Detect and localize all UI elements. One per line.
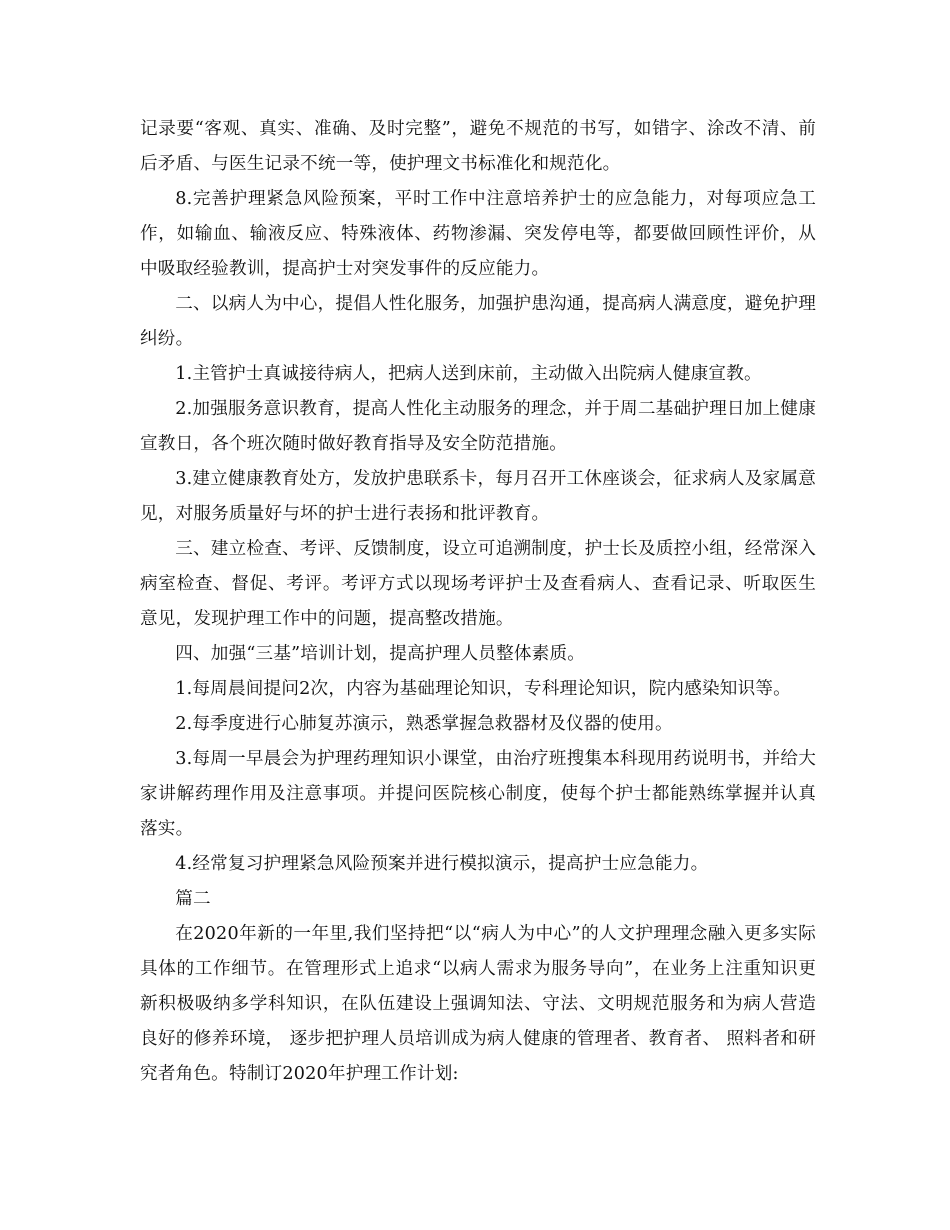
paragraph-section-4-item-3: 3.每周一早晨会为护理药理知识小课堂，由治疗班搜集本科现用药说明书，并给大家讲解药理作用及注意事项。并提问医院核心制度，使每个护士都能熟练掌握并认真落实。 xyxy=(140,749,816,839)
paragraph-part-2-heading: 篇二 xyxy=(175,889,211,909)
paragraph-section-4-heading: 四、加强“三基”培训计划，提高护理人员整体素质。 xyxy=(175,644,586,664)
paragraph-section-4-item-2: 2.每季度进行心肺复苏演示，熟悉掌握急救器材及仪器的使用。 xyxy=(175,714,673,734)
paragraph-section-2-item-3: 3.建立健康教育处方，发放护患联系卡，每月召开工休座谈会，征求病人及家属意见，对服务质量好与坏的护士进行表扬和批评教育。 xyxy=(140,469,816,524)
paragraph-section-2-item-1: 1.主管护士真诚接待病人，把病人送到床前，主动做入出院病人健康宣教。 xyxy=(175,364,762,384)
paragraph-section-3-heading: 三、建立检查、考评、反馈制度，设立可追溯制度，护士长及质控小组，经常深入病室检查、督促、考评。考评方式以现场考评护士及查看病人、查看记录、听取医生意见，发现护理工作中的问题，提高整改措施。 xyxy=(140,539,816,629)
paragraph-section-4-item-4: 4.经常复习护理紧急风险预案并进行模拟演示，提高护士应急能力。 xyxy=(175,854,709,874)
paragraph-section-4-item-1: 1.每周晨间提问2次，内容为基础理论知识，专科理论知识，院内感染知识等。 xyxy=(175,679,791,699)
document-body xyxy=(140,112,816,1092)
paragraph-record-standards: 记录要“客观、真实、准确、及时完整”，避免不规范的书写，如错字、涂改不清、前后矛盾、与医生记录不统一等，使护理文书标准化和规范化。 xyxy=(140,119,816,174)
paragraph-section-2-heading: 二、以病人为中心，提倡人性化服务，加强护患沟通，提高病人满意度，避免护理纠纷。 xyxy=(140,294,816,349)
paragraph-section-2-item-2: 2.加强服务意识教育，提高人性化主动服务的理念，并于周二基础护理日加上健康宣教日，各个班次随时做好教育指导及安全防范措施。 xyxy=(140,399,816,454)
paragraph-part-2-intro: 在2020年新的一年里,我们坚持把“以“病人为中心”的人文护理理念融入更多实际具体的工作细节。在管理形式上追求“以病人需求为服务导向”，在业务上注重知识更新积极吸纳多学科知识，在队伍建设上强调知法、守法、文明规范服务和为病人营造良好的修养环境， 逐步把护理人员培训成为病人健康的管理者、教育者、 照料者和研究者角色。特制订2020年护理工作计划: xyxy=(140,924,816,1084)
paragraph-item-8-emergency-plan: 8.完善护理紧急风险预案，平时工作中注意培养护士的应急能力，对每项应急工作，如输血、输液反应、特殊液体、药物渗漏、突发停电等，都要做回顾性评价，从中吸取经验教训，提高护士对突发事件的反应能力。 xyxy=(140,189,816,279)
